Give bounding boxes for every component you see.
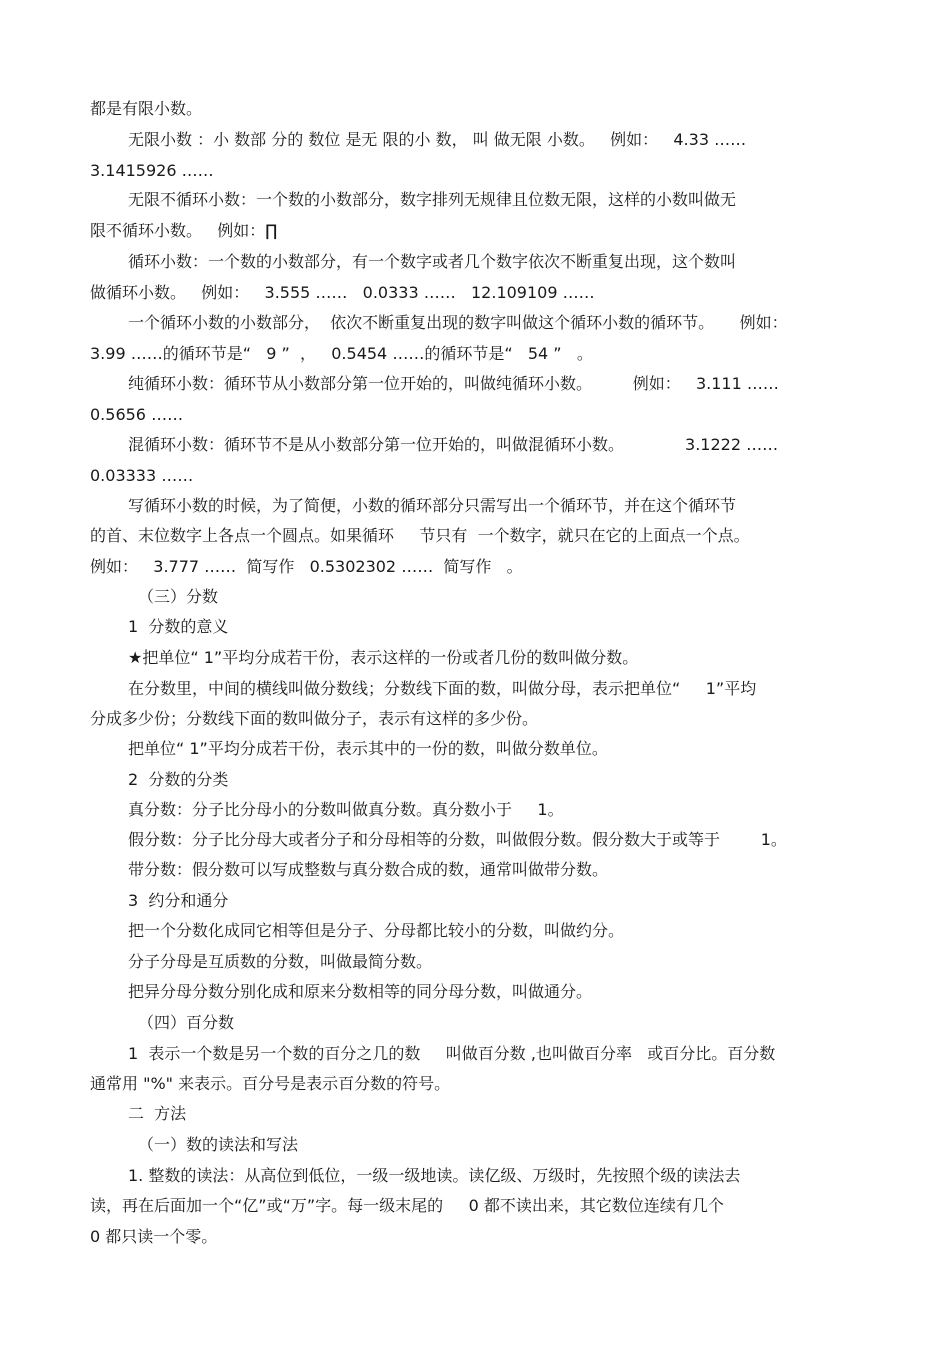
text-line: 混循环小数：循环节不是从小数部分第一位开始的，叫做混循环小数。 3.1222 ……	[128, 435, 779, 454]
text-line: 一个循环小数的小数部分， 依次不断重复出现的数字叫做这个循环小数的循环节。 例如：	[128, 313, 788, 332]
text-line: 都是有限小数。	[90, 99, 203, 118]
text-line: 0 都只读一个零。	[90, 1227, 218, 1246]
text-line: 的首、末位数字上各点一个圆点。如果循环 节只有 一个数字，就只在它的上面点一个点。	[90, 526, 750, 545]
text-line: 分成多少份；分数线下面的数叫做分子，表示有这样的多少份。	[90, 709, 539, 728]
text-line: 把一个分数化成同它相等但是分子、分母都比较小的分数，叫做约分。	[128, 921, 625, 940]
text-line: 限不循环小数。 例如：∏	[90, 221, 278, 240]
chapter-heading: 二 方法	[128, 1104, 187, 1123]
text-line: 无限不循环小数：一个数的小数部分，数字排列无规律且位数无限，这样的小数叫做无	[128, 190, 737, 209]
subsection-heading: 1 分数的意义	[128, 617, 229, 636]
section-heading: （三）分数	[138, 587, 219, 606]
text-line: 1. 整数的读法：从高位到低位，一级一级地读。读亿级、万级时，先按照个级的读法去	[128, 1166, 741, 1185]
text-line: 通常用 "%" 来表示。百分号是表示百分数的符号。	[90, 1074, 451, 1093]
text-line: 把异分母分数分别化成和原来分数相等的同分母分数，叫做通分。	[128, 982, 593, 1001]
text-line: 做循环小数。 例如： 3.555 …… 0.0333 …… 12.109109 ……	[90, 283, 595, 302]
subsection-heading: 3 约分和通分	[128, 891, 229, 910]
text-line: 3.99 ……的循环节是“ 9 ” ， 0.5454 ……的循环节是“ 54 ” 。	[90, 344, 593, 363]
text-line: ★把单位“ 1”平均分成若干份，表示这样的一份或者几份的数叫做分数。	[128, 648, 639, 667]
subsection-heading: 2 分数的分类	[128, 770, 229, 789]
text-line: 在分数里，中间的横线叫做分数线；分数线下面的数，叫做分母，表示把单位“ 1”平均	[128, 679, 757, 698]
text-line: 分子分母是互质数的分数，叫做最简分数。	[128, 952, 433, 971]
text-line: 无限小数 ：小 数部 分的 数位 是无 限的小 数， 叫 做无限 小数。 例如： 4.33 ……	[128, 130, 747, 149]
text-line: 0.5656 ……	[90, 405, 184, 424]
text-line: 假分数：分子比分母大或者分子和分母相等的分数，叫做假分数。假分数大于或等于 1。	[128, 830, 787, 849]
text-line: 读，再在后面加一个“亿”或“万”字。每一级末尾的 0 都不读出来，其它数位连续有几个	[90, 1196, 724, 1215]
text-line: 真分数：分子比分母小的分数叫做真分数。真分数小于 1。	[128, 800, 564, 819]
text-line: 纯循环小数：循环节从小数部分第一位开始的，叫做纯循环小数。 例如： 3.111 ……	[128, 374, 779, 393]
section-heading: （一）数的读法和写法	[138, 1135, 299, 1154]
text-line: 把单位“ 1”平均分成若干份，表示其中的一份的数，叫做分数单位。	[128, 739, 608, 758]
text-line: 例如： 3.777 …… 简写作 0.5302302 …… 简写作 。	[90, 557, 523, 576]
text-line: 1 表示一个数是另一个数的百分之几的数 叫做百分数 ,也叫做百分率 或百分比。百分数	[128, 1044, 776, 1063]
text-line: 带分数：假分数可以写成整数与真分数合成的数，通常叫做带分数。	[128, 860, 609, 879]
text-line: 0.03333 ……	[90, 466, 194, 485]
section-heading: （四）百分数	[138, 1013, 235, 1032]
text-line: 3.1415926 ……	[90, 161, 214, 180]
text-line: 写循环小数的时候，为了简便，小数的循环部分只需写出一个循环节，并在这个循环节	[128, 496, 737, 515]
text-line: 循环小数：一个数的小数部分，有一个数字或者几个数字依次不断重复出现，这个数叫	[128, 252, 737, 271]
